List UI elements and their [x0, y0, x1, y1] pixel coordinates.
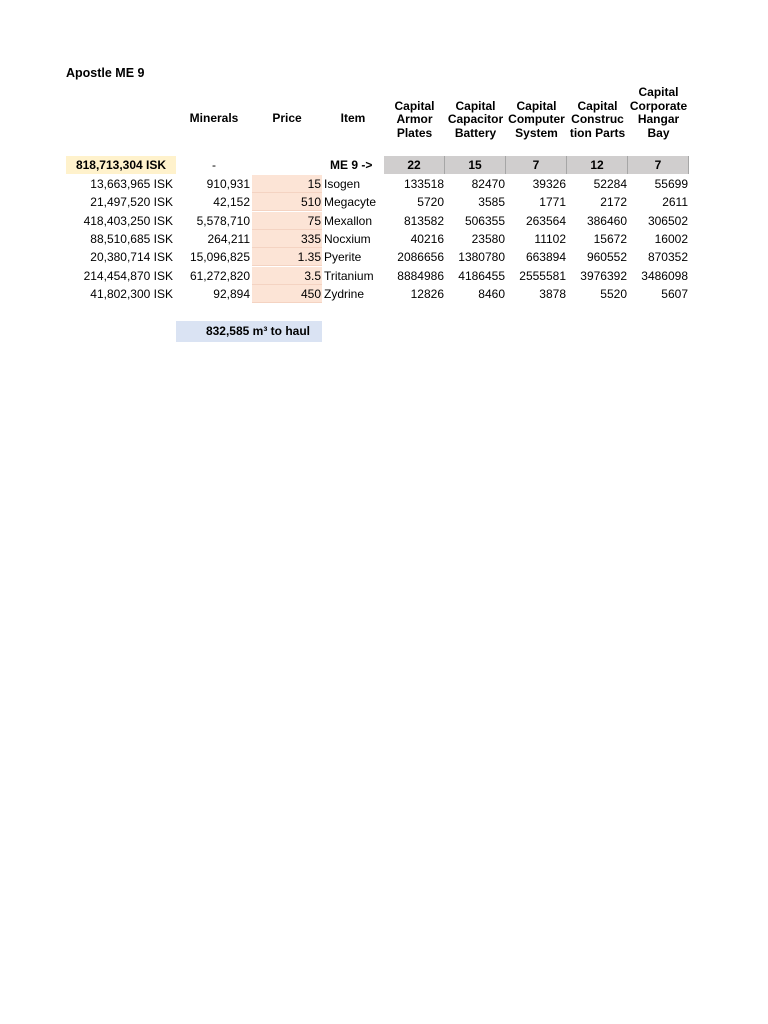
- minerals-cell[interactable]: 61,272,820: [189, 268, 250, 283]
- minerals-cell[interactable]: 92,894: [213, 286, 250, 301]
- price-cell[interactable]: 3.5: [252, 267, 322, 285]
- quantity-cell[interactable]: 2555581: [519, 268, 566, 283]
- table-row: [0, 267, 768, 285]
- quantity-cell[interactable]: 5720: [417, 195, 444, 210]
- me-quantity-cell[interactable]: 7: [628, 156, 689, 174]
- quantity-cell[interactable]: 263564: [525, 213, 566, 228]
- quantity-cell[interactable]: 82470: [471, 177, 505, 191]
- quantity-cell[interactable]: 306502: [647, 213, 688, 228]
- sheet-title: Apostle ME 9: [66, 66, 145, 80]
- minerals-cell[interactable]: 910,931: [206, 177, 250, 191]
- quantity-cell[interactable]: 960552: [586, 250, 627, 265]
- header-minerals: Minerals: [189, 111, 239, 125]
- quantity-cell[interactable]: 8884986: [397, 268, 444, 283]
- header-capital-capacitor-battery: Capital Capacitor Battery: [447, 98, 504, 140]
- me-quantity-cell[interactable]: 15: [445, 156, 506, 174]
- quantity-cell[interactable]: 40216: [410, 231, 444, 246]
- table-row: [0, 248, 768, 266]
- quantity-cell[interactable]: 12826: [410, 286, 444, 301]
- table-row: [0, 175, 768, 193]
- cost-cell[interactable]: 418,403,250 ISK: [83, 213, 173, 228]
- cost-cell[interactable]: 41,802,300 ISK: [90, 286, 173, 301]
- quantity-cell[interactable]: 2086656: [397, 250, 444, 265]
- price-cell[interactable]: 510: [252, 193, 322, 211]
- header-capital-corporate-hangar-bay: Capital Corporate Hangar Bay: [629, 85, 688, 140]
- price-cell[interactable]: 335: [252, 230, 322, 248]
- quantity-cell[interactable]: 5520: [600, 286, 627, 301]
- table-row: [0, 285, 768, 303]
- price-cell[interactable]: 1.35: [252, 248, 322, 266]
- cost-cell[interactable]: 88,510,685 ISK: [90, 231, 173, 246]
- me-quantity-cell[interactable]: 7: [506, 156, 567, 174]
- item-cell[interactable]: Megacyte: [324, 195, 377, 210]
- cost-cell[interactable]: 214,454,870 ISK: [83, 268, 173, 283]
- quantity-cell[interactable]: 15672: [593, 231, 627, 246]
- table-row: [0, 193, 768, 211]
- quantity-cell[interactable]: 3976392: [580, 268, 627, 283]
- minerals-cell[interactable]: 5,578,710: [196, 213, 250, 228]
- quantity-cell[interactable]: 5607: [661, 286, 688, 301]
- item-cell[interactable]: Isogen: [324, 177, 361, 191]
- me-quantity-cell[interactable]: 12: [567, 156, 628, 174]
- minerals-cell[interactable]: 42,152: [213, 195, 250, 210]
- me-label-cell[interactable]: ME 9 ->: [330, 158, 373, 172]
- me-quantity-cell[interactable]: 22: [384, 156, 445, 174]
- quantity-cell[interactable]: 8460: [478, 286, 505, 301]
- quantity-cell[interactable]: 870352: [647, 250, 688, 265]
- quantity-cell[interactable]: 2172: [600, 195, 627, 210]
- minerals-cell[interactable]: 15,096,825: [189, 250, 250, 265]
- cost-cell[interactable]: 13,663,965 ISK: [90, 177, 173, 191]
- item-cell[interactable]: Mexallon: [324, 213, 373, 228]
- quantity-cell[interactable]: 39326: [532, 177, 566, 191]
- quantity-cell[interactable]: 55699: [654, 177, 688, 191]
- quantity-cell[interactable]: 1771: [539, 195, 566, 210]
- header-capital-armor-plates: Capital Armor Plates: [394, 98, 435, 140]
- quantity-cell[interactable]: 133518: [403, 177, 444, 191]
- item-cell[interactable]: Tritanium: [324, 268, 374, 283]
- header-price: Price: [272, 111, 302, 125]
- cost-cell[interactable]: 20,380,714 ISK: [90, 250, 173, 265]
- header-item: Item: [340, 111, 366, 125]
- item-cell[interactable]: Nocxium: [324, 231, 371, 246]
- table-row: [0, 212, 768, 230]
- header-capital-construction-parts: Capital Construc tion Parts: [569, 98, 626, 140]
- quantity-cell[interactable]: 3486098: [641, 268, 688, 283]
- haul-volume-cell[interactable]: 832,585 m³ to haul: [176, 321, 322, 342]
- quantity-cell[interactable]: 663894: [525, 250, 566, 265]
- quantity-cell[interactable]: 813582: [403, 213, 444, 228]
- quantity-cell[interactable]: 11102: [534, 231, 566, 246]
- me-minerals-cell[interactable]: -: [212, 158, 216, 172]
- cost-cell[interactable]: 21,497,520 ISK: [90, 195, 173, 210]
- quantity-cell[interactable]: 52284: [593, 177, 627, 191]
- price-cell[interactable]: 450: [252, 285, 322, 303]
- price-cell[interactable]: 15: [252, 175, 322, 193]
- item-cell[interactable]: Pyerite: [324, 250, 362, 265]
- quantity-cell[interactable]: 4186455: [458, 268, 505, 283]
- minerals-cell[interactable]: 264,211: [207, 231, 250, 246]
- total-cost-cell[interactable]: 818,713,304 ISK: [66, 156, 176, 174]
- quantity-cell[interactable]: 2611: [662, 195, 688, 210]
- quantity-cell[interactable]: 16002: [654, 231, 688, 246]
- header-capital-computer-system: Capital Computer System: [508, 98, 565, 140]
- quantity-cell[interactable]: 23580: [471, 231, 505, 246]
- quantity-cell[interactable]: 506355: [464, 213, 505, 228]
- price-cell[interactable]: 75: [252, 212, 322, 230]
- item-cell[interactable]: Zydrine: [324, 286, 365, 301]
- table-row: [0, 230, 768, 248]
- quantity-cell[interactable]: 3878: [539, 286, 566, 301]
- quantity-cell[interactable]: 3585: [478, 195, 505, 210]
- quantity-cell[interactable]: 1380780: [458, 250, 505, 265]
- quantity-cell[interactable]: 386460: [586, 213, 627, 228]
